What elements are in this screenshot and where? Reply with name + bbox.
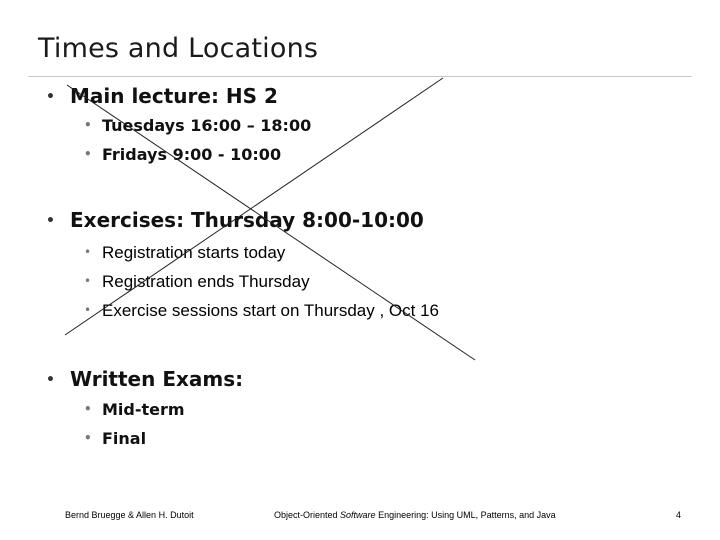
list-item: • Exercise sessions start on Thursday , Oct 16 — [84, 301, 439, 320]
slide-title: Times and Locations — [38, 33, 319, 64]
section-heading-main-lecture: • Main lecture: HS 2 — [46, 84, 278, 108]
footer-authors: Bernd Bruegge & Allen H. Dutoit — [65, 510, 194, 520]
list-item: • Registration starts today — [84, 243, 286, 262]
bullet-icon: • — [46, 89, 55, 105]
section-heading-written-exams: • Written Exams: — [46, 367, 244, 391]
bullet-icon: • — [46, 213, 55, 229]
bullet-icon: • — [84, 118, 92, 132]
list-item: • Registration ends Thursday — [84, 272, 310, 291]
bullet-icon: • — [84, 402, 92, 416]
list-item: • Tuesdays 16:00 – 18:00 — [84, 116, 312, 135]
strike-line-down — [67, 85, 475, 360]
bullet-icon: • — [84, 147, 92, 161]
list-item: • Mid-term — [84, 400, 185, 419]
list-item: • Fridays 9:00 - 10:00 — [84, 145, 282, 164]
bullet-icon: • — [84, 431, 92, 445]
bullet-icon: • — [84, 245, 92, 259]
section-heading-exercises: • Exercises: Thursday 8:00-10:00 — [46, 208, 424, 232]
bullet-icon: • — [46, 372, 55, 388]
footer-book-title: Object-Oriented Software Engineering: Using UML, Patterns, and Java — [274, 510, 556, 520]
bullet-icon: • — [84, 274, 92, 288]
bullet-icon: • — [84, 303, 92, 317]
list-item: • Final — [84, 429, 147, 448]
strike-line-up — [65, 78, 443, 335]
page-number: 4 — [676, 510, 682, 520]
